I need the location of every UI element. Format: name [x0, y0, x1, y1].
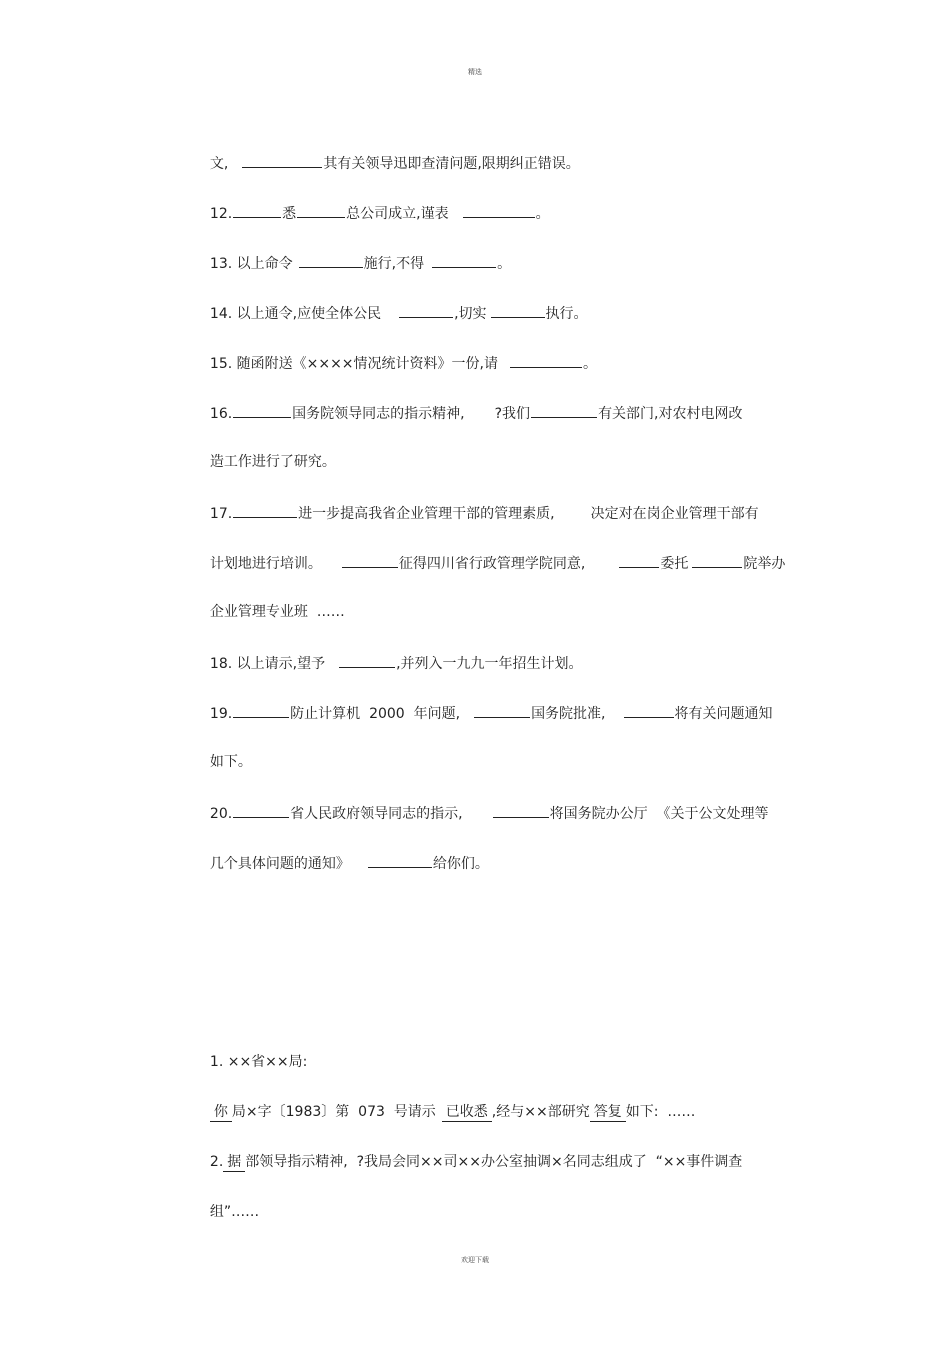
- text-line: [201, 732, 252, 772]
- line-text: 几个具体问题的通知》: [209, 856, 350, 872]
- line-text: 组”……: [209, 1204, 260, 1220]
- line-text: 造工作进行了研究。: [209, 454, 336, 470]
- line-text: 其有关领导迅即查清问题,限期纠正错误。: [323, 156, 580, 172]
- line-text: 给你们。: [432, 856, 489, 872]
- fill-blank[interactable]: [339, 652, 395, 668]
- line-text: 总公司成立,谨表: [346, 206, 449, 222]
- fill-blank[interactable]: [233, 802, 289, 818]
- line-text: 进一步提高我省企业管理干部的管理素质,: [298, 506, 555, 522]
- page-footer: 欢迎下载: [461, 1256, 489, 1264]
- fill-blank[interactable]: [368, 852, 432, 868]
- fill-blank[interactable]: [233, 702, 289, 718]
- text-line: [201, 532, 785, 574]
- text-line: [201, 682, 773, 724]
- line-text: 施行,不得: [363, 256, 425, 272]
- text-line: [201, 1082, 695, 1122]
- line-text: 局×字〔1983〕第 073 号请示: [231, 1104, 436, 1120]
- line-text: 防止计算机 2000 年问题,: [290, 706, 461, 722]
- text-line: [201, 332, 597, 374]
- fill-blank[interactable]: [493, 802, 549, 818]
- line-text: 悉: [282, 206, 297, 222]
- line-text: 。: [535, 206, 550, 222]
- line-text: 如下。: [209, 754, 252, 770]
- line-text: 13. 以上命令: [209, 256, 293, 272]
- text-line: [201, 482, 759, 524]
- text-line: [201, 582, 345, 622]
- item-number: 17.: [209, 506, 233, 522]
- text-line: [201, 632, 583, 674]
- item-number: 2.: [209, 1154, 224, 1170]
- text-line: [201, 232, 511, 274]
- answer-fill: 答复: [590, 1103, 626, 1122]
- fill-blank[interactable]: [692, 552, 742, 568]
- line-text: 省人民政府领导同志的指示,: [290, 806, 463, 822]
- line-text: 有关部门,对农村电网改: [598, 406, 743, 422]
- answer-fill: 据: [223, 1153, 245, 1172]
- line-text: 院举办: [743, 556, 786, 572]
- fill-blank[interactable]: [510, 352, 582, 368]
- line-text: 将有关问题通知: [674, 706, 773, 722]
- line-text: 国务院领导同志的指示精神,: [292, 406, 465, 422]
- line-text: 决定对在岗企业管理干部有: [590, 506, 759, 522]
- text-line: [201, 132, 580, 174]
- text-line: [201, 282, 588, 324]
- text-line: [201, 1132, 742, 1172]
- item-number: 20.: [209, 806, 233, 822]
- line-text: ?我们: [494, 406, 531, 422]
- text-line: [201, 782, 769, 824]
- line-text: ,经与××部研究: [491, 1104, 590, 1120]
- line-text: 部领导指示精神, ?我局会同××司××办公室抽调×名同志组成了 “××事件调查: [245, 1154, 743, 1170]
- line-text: 企业管理专业班 ……: [209, 604, 345, 620]
- item-number: 12.: [209, 206, 233, 222]
- fill-blank[interactable]: [463, 202, 535, 218]
- text-line: [201, 1032, 307, 1072]
- text-line: [201, 832, 489, 874]
- line-text: 将国务院办公厅 《关于公文处理等: [549, 806, 769, 822]
- line-text: 计划地进行培训。: [209, 556, 322, 572]
- fill-blank[interactable]: [531, 402, 597, 418]
- line-text: 如下: ……: [625, 1104, 696, 1120]
- fill-blank[interactable]: [624, 702, 674, 718]
- line-text: 委托: [660, 556, 689, 572]
- answer-fill: 你: [210, 1103, 232, 1122]
- fill-blank[interactable]: [474, 702, 530, 718]
- line-text: 执行。: [545, 306, 588, 322]
- line-text: 国务院批准,: [531, 706, 606, 722]
- page-header: 精选: [468, 68, 482, 76]
- text-line: [201, 1182, 259, 1222]
- line-text: ,切实: [454, 306, 487, 322]
- fill-blank[interactable]: [619, 552, 659, 568]
- line-text: 征得四川省行政管理学院同意,: [398, 556, 586, 572]
- line-text: 。: [583, 356, 597, 372]
- item-number: 16.: [209, 406, 233, 422]
- line-text: 文,: [209, 156, 229, 172]
- fill-blank[interactable]: [233, 502, 297, 518]
- line-text: 15. 随函附送《××××情况统计资料》一份,请: [209, 356, 498, 372]
- line-text: 14. 以上通令,应使全体公民: [209, 306, 382, 322]
- answer-heading: 1. ××省××局:: [209, 1054, 308, 1070]
- text-line: [201, 182, 550, 224]
- item-number: 19.: [209, 706, 233, 722]
- fill-blank[interactable]: [399, 302, 453, 318]
- line-text: 。: [497, 256, 512, 272]
- fill-blank[interactable]: [233, 202, 281, 218]
- text-line: [201, 432, 336, 472]
- line-text: ,并列入一九九一年招生计划。: [396, 656, 583, 672]
- fill-blank[interactable]: [242, 152, 322, 168]
- line-text: 18. 以上请示,望予: [209, 656, 326, 672]
- text-line: [201, 382, 743, 424]
- fill-blank[interactable]: [297, 202, 345, 218]
- fill-blank[interactable]: [491, 302, 545, 318]
- answer-fill: 已收悉: [442, 1103, 492, 1122]
- fill-blank[interactable]: [342, 552, 398, 568]
- fill-blank[interactable]: [233, 402, 291, 418]
- fill-blank[interactable]: [299, 252, 363, 268]
- fill-blank[interactable]: [432, 252, 496, 268]
